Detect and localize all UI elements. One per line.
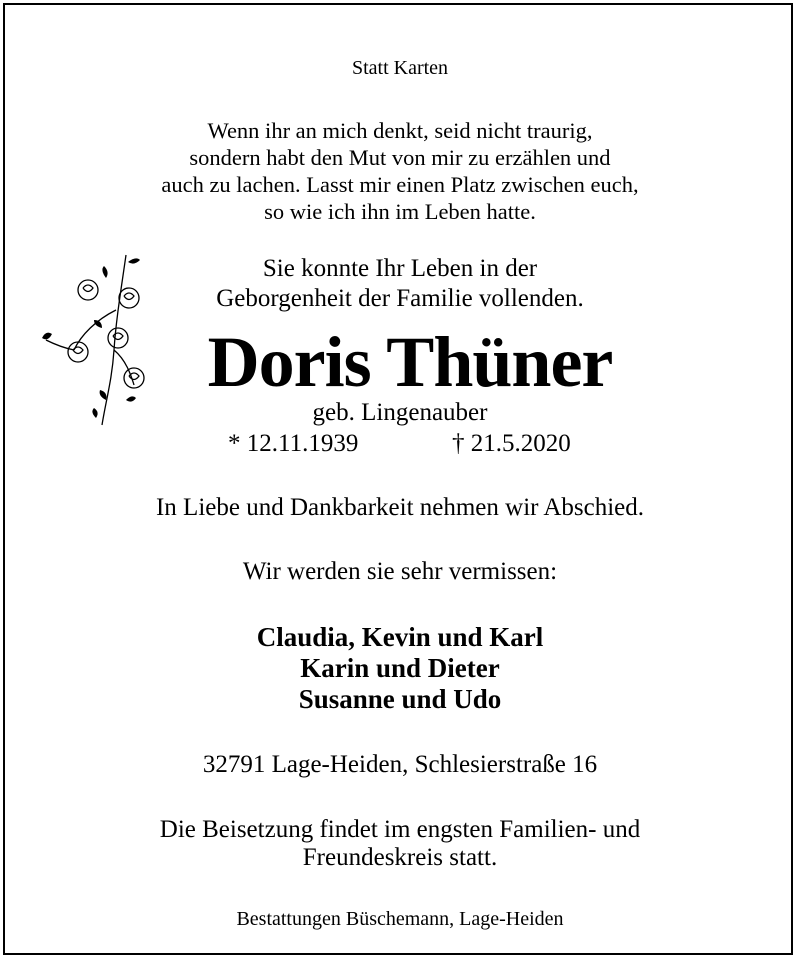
mourner-line-3: Susanne und Udo (298, 684, 502, 714)
farewell-text: In Liebe und Dankbarkeit nehmen wir Abschied. (155, 494, 645, 521)
verse-line-4: so wie ich ihn im Leben hatte. (264, 199, 536, 224)
birth-date: * 12.11.1939 (228, 430, 359, 457)
verse-line-3: auch zu lachen. Lasst mir einen Platz zwischen euch, (161, 172, 639, 197)
verse-line-1: Wenn ihr an mich denkt, seid nicht traurig, (207, 118, 593, 143)
maiden-name: geb. Lingenauber (312, 399, 488, 426)
intro-line-2: Geborgenheit der Familie vollenden. (216, 285, 584, 312)
verse-line-2: sondern habt den Mut von mir zu erzählen und (189, 145, 611, 170)
deceased-name: Doris Thüner (207, 322, 613, 402)
miss-text: Wir werden sie sehr vermissen: (242, 558, 558, 585)
undertaker-text: Bestattungen Büschemann, Lage-Heiden (236, 908, 564, 930)
burial-line-2: Freundeskreis statt. (302, 844, 498, 871)
mourner-line-2: Karin und Dieter (300, 653, 500, 683)
mourner-line-1: Claudia, Kevin und Karl (256, 622, 544, 652)
address-text: 32791 Lage-Heiden, Schlesierstraße 16 (202, 751, 598, 778)
burial-line-1: Die Beisetzung findet im engsten Familien- und (159, 816, 641, 843)
intro-line-1: Sie konnte Ihr Leben in der (262, 255, 538, 282)
header-text: Statt Karten (351, 57, 449, 79)
death-date: † 21.5.2020 (452, 430, 571, 457)
